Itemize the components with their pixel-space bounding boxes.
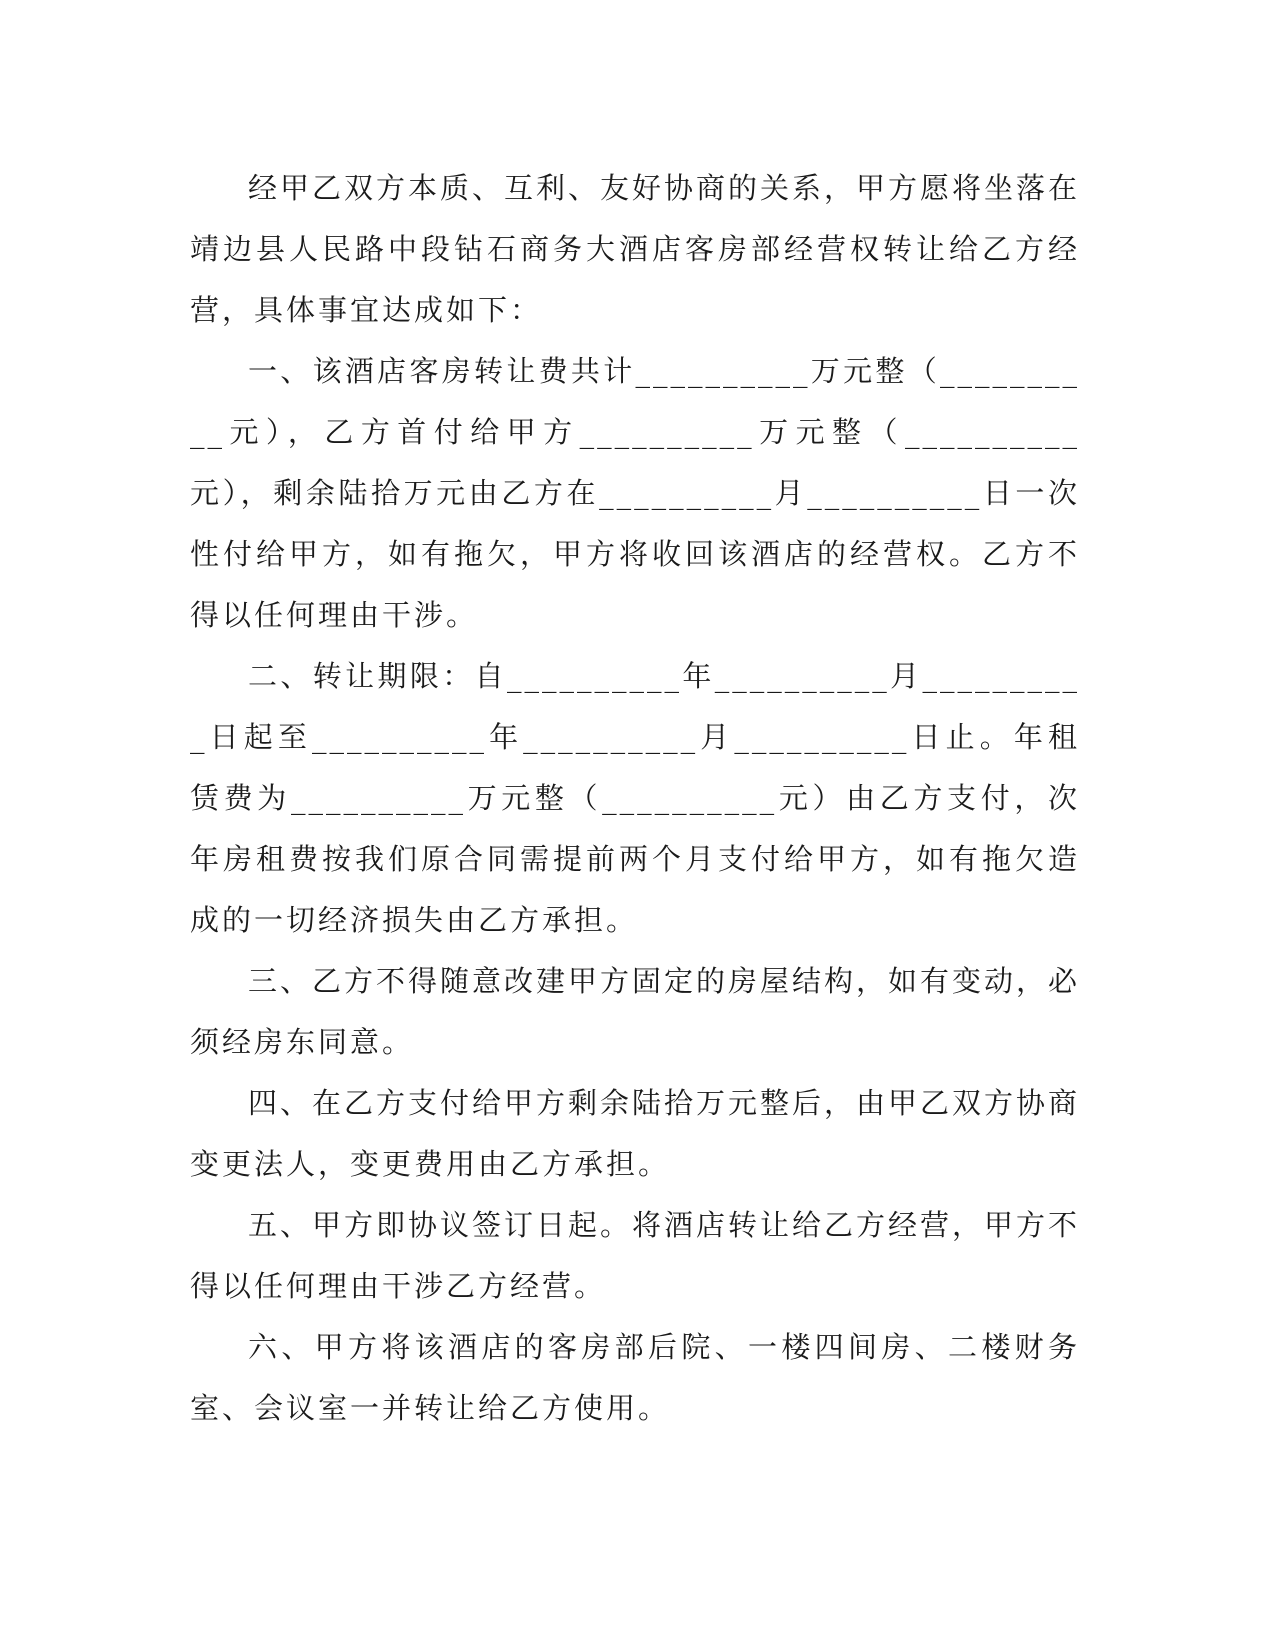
paragraph-clause-1: 一、该酒店客房转让费共计__________万元整（__________元），乙方首付给甲方__________万元整（__________元），剩余陆拾万元由乙方在__________月__________日一次性付给甲方，如有拖欠，甲方将收回该酒店的经营权。乙方不得以任何理由干涉。	[190, 354, 1080, 632]
paragraph-intro: 经甲乙双方本质、互利、友好协商的关系，甲方愿将坐落在靖边县人民路中段钻石商务大酒店客房部经营权转让给乙方经营，具体事宜达成如下：	[190, 171, 1081, 327]
paragraph-clause-3: 三、乙方不得随意改建甲方固定的房屋结构，如有变动，必须经房东同意。	[190, 964, 1081, 1059]
document-body	[190, 158, 1080, 1439]
paragraph-clause-6: 六、甲方将该酒店的客房部后院、一楼四间房、二楼财务室、会议室一并转让给乙方使用。	[190, 1330, 1080, 1425]
paragraph-clause-5: 五、甲方即协议签订日起。将酒店转让给乙方经营，甲方不得以任何理由干涉乙方经营。	[190, 1208, 1081, 1303]
paragraph-clause-4: 四、在乙方支付给甲方剩余陆拾万元整后，由甲乙双方协商变更法人，变更费用由乙方承担。	[190, 1086, 1081, 1181]
paragraph-clause-2: 二、转让期限：自__________年__________月__________日起至__________年__________月__________日止。年租赁费为__________万元整（__________元）由乙方支付，次年房租费按我们原合同需提前两个月支付给甲方，如有拖欠造成的一切经济损失由乙方承担。	[190, 659, 1080, 937]
